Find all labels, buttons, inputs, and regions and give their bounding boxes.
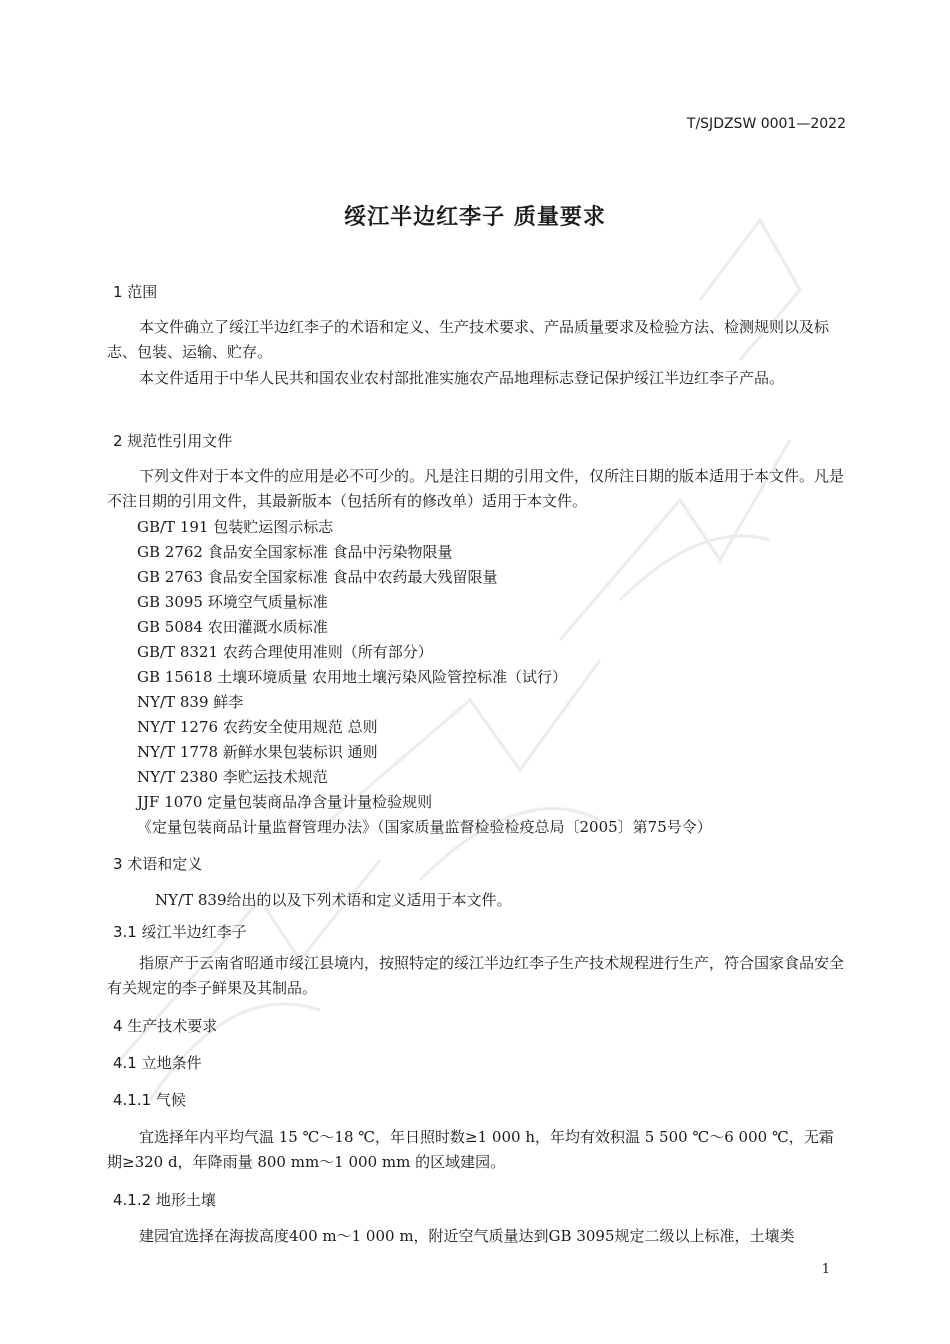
- section-3-1-paragraph: [107, 951, 847, 1001]
- page-number: 1: [821, 1262, 830, 1277]
- reference-item: GB/T 191 包装贮运图示标志: [137, 518, 334, 536]
- section-4-1-1-paragraph-text: 宜选择年内平均气温 15 ℃～18 ℃，年日照时数≥1 000 h，年均有效积温 5 500 ℃～6 000 ℃，无霜期≥320 d，年降雨量 800 mm～1 000 mm 的区域建园。: [107, 1128, 834, 1171]
- section-1-paragraph-1-text: 本文件确立了绥江半边红李子的术语和定义、生产技术要求、产品质量要求及检验方法、检测规则以及标志、包装、运输、贮存。: [107, 318, 830, 361]
- reference-item: GB 2762 食品安全国家标准 食品中污染物限量: [137, 543, 453, 561]
- reference-item: NY/T 2380 李贮运技术规范: [137, 768, 328, 786]
- section-4-heading: 4 生产技术要求: [113, 1017, 218, 1035]
- reference-item: GB 2763 食品安全国家标准 食品中农药最大残留限量: [137, 568, 498, 586]
- reference-item: NY/T 1276 农药安全使用规范 总则: [137, 718, 378, 736]
- standard-code: T/SJDZSW 0001—2022: [686, 116, 846, 132]
- section-2-paragraph-1-text: 下列文件对于本文件的应用是必不可少的。凡是注日期的引用文件，仅所注日期的版本适用于本文件。凡是不注日期的引用文件，其最新版本（包括所有的修改单）适用于本文件。: [107, 467, 845, 510]
- reference-item: 《定量包装商品计量监督管理办法》（国家质量监督检验检疫总局〔2005〕第75号令）: [137, 818, 712, 836]
- section-4-1-2-heading: 4.1.2 地形土壤: [113, 1191, 216, 1209]
- section-1-heading: 1 范围: [113, 283, 158, 301]
- document-title: 绥江半边红李子 质量要求: [344, 205, 606, 230]
- section-4-1-1-heading: 4.1.1 气候: [113, 1091, 186, 1109]
- section-3-heading: 3 术语和定义: [113, 855, 203, 873]
- section-4-1-2-paragraph: [107, 1224, 847, 1249]
- reference-item: NY/T 1778 新鲜水果包装标识 通则: [137, 743, 378, 761]
- reference-item: GB/T 8321 农药合理使用准则（所有部分）: [137, 643, 433, 661]
- section-3-1-paragraph-text: 指原产于云南省昭通市绥江县境内，按照特定的绥江半边红李子生产技术规程进行生产，符合国家食品安全有关规定的李子鲜果及其制品。: [107, 954, 845, 997]
- reference-item: GB 5084 农田灌溉水质标准: [137, 618, 328, 636]
- section-2-heading: 2 规范性引用文件: [113, 432, 233, 450]
- section-1-paragraph-2: [107, 366, 847, 391]
- section-3-paragraph-1: NY/T 839给出的以及下列术语和定义适用于本文件。: [155, 891, 512, 909]
- reference-item: NY/T 839 鲜李: [137, 693, 244, 711]
- section-1-paragraph-2-text: 本文件适用于中华人民共和国农业农村部批准实施农产品地理标志登记保护绥江半边红李子产品。: [139, 369, 785, 387]
- reference-item: GB 15618 土壤环境质量 农用地土壤污染风险管控标准（试行）: [137, 668, 568, 686]
- reference-item: JJF 1070 定量包装商品净含量计量检验规则: [137, 793, 433, 811]
- section-4-1-1-paragraph: [107, 1125, 847, 1175]
- section-3-1-heading: 3.1 绥江半边红李子: [113, 923, 247, 941]
- section-4-1-2-paragraph-text: 建园宜选择在海拔高度400 m～1 000 m，附近空气质量达到GB 3095规定二级以上标准，土壤类: [139, 1227, 795, 1245]
- reference-item: GB 3095 环境空气质量标准: [137, 593, 328, 611]
- section-1-paragraph-1: [107, 315, 847, 365]
- section-2-paragraph-1: [107, 464, 847, 514]
- section-4-1-heading: 4.1 立地条件: [113, 1054, 202, 1072]
